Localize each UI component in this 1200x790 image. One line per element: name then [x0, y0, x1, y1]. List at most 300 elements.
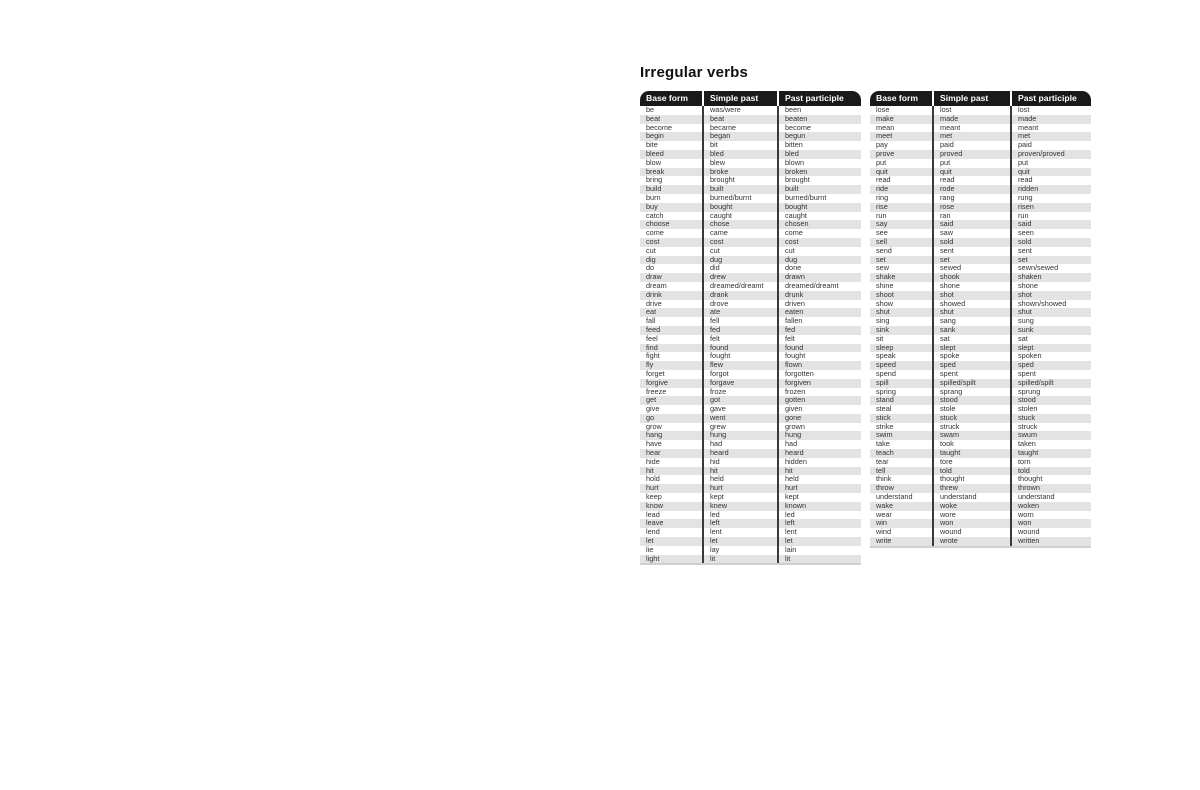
simple-past-cell: won — [933, 519, 1011, 528]
table-row — [640, 247, 861, 256]
table-row — [640, 124, 861, 133]
simple-past-cell: rang — [933, 194, 1011, 203]
irregular-verbs-table-right — [870, 91, 1091, 548]
simple-past-cell: chose — [703, 220, 778, 229]
simple-past-cell: cut — [703, 247, 778, 256]
base-form-cell: hurt — [640, 484, 703, 493]
past-participle-cell: won — [1011, 519, 1091, 528]
base-form-cell: lead — [640, 511, 703, 520]
base-form-cell: win — [870, 519, 933, 528]
simple-past-cell: understand — [933, 493, 1011, 502]
past-participle-cell: shut — [1011, 308, 1091, 317]
table-row — [640, 212, 861, 221]
simple-past-cell: proved — [933, 150, 1011, 159]
past-participle-cell: said — [1011, 220, 1091, 229]
table-row — [640, 238, 861, 247]
table-row — [870, 519, 1091, 528]
table-row — [870, 291, 1091, 300]
past-participle-cell: hung — [778, 431, 861, 440]
base-form-cell: spring — [870, 388, 933, 397]
simple-past-cell: lit — [703, 555, 778, 565]
base-form-cell: get — [640, 396, 703, 405]
base-form-cell: hang — [640, 431, 703, 440]
past-participle-cell: given — [778, 405, 861, 414]
base-form-cell: sit — [870, 335, 933, 344]
past-participle-cell: told — [1011, 467, 1091, 476]
past-participle-cell: seen — [1011, 229, 1091, 238]
table-row — [640, 185, 861, 194]
past-participle-cell: ridden — [1011, 185, 1091, 194]
table-row — [640, 484, 861, 493]
base-form-cell: lose — [870, 106, 933, 115]
base-form-cell: sew — [870, 264, 933, 273]
simple-past-cell: held — [703, 475, 778, 484]
base-form-cell: spend — [870, 370, 933, 379]
past-participle-cell: beaten — [778, 115, 861, 124]
base-form-cell: give — [640, 405, 703, 414]
simple-past-cell: knew — [703, 502, 778, 511]
table-row — [640, 168, 861, 177]
simple-past-cell: ate — [703, 308, 778, 317]
base-form-cell: find — [640, 344, 703, 353]
table-row — [870, 502, 1091, 511]
table-row — [870, 185, 1091, 194]
base-form-cell: tear — [870, 458, 933, 467]
simple-past-cell: lost — [933, 106, 1011, 115]
simple-past-cell: sat — [933, 335, 1011, 344]
table-row — [640, 511, 861, 520]
simple-past-cell: sprang — [933, 388, 1011, 397]
table-row — [870, 115, 1091, 124]
base-form-cell: grow — [640, 423, 703, 432]
table-row — [640, 264, 861, 273]
table-row — [640, 176, 861, 185]
base-form-cell: show — [870, 300, 933, 309]
past-participle-cell: bought — [778, 203, 861, 212]
table-row — [640, 537, 861, 546]
base-form-cell: wind — [870, 528, 933, 537]
simple-past-cell: went — [703, 414, 778, 423]
past-participle-cell: thrown — [1011, 484, 1091, 493]
simple-past-cell: stole — [933, 405, 1011, 414]
base-form-cell: sink — [870, 326, 933, 335]
table-row — [640, 423, 861, 432]
table-row — [640, 449, 861, 458]
simple-past-cell: sang — [933, 317, 1011, 326]
simple-past-cell: grew — [703, 423, 778, 432]
base-form-cell: throw — [870, 484, 933, 493]
header-base-form: Base form — [870, 91, 933, 106]
simple-past-cell: threw — [933, 484, 1011, 493]
base-form-cell: read — [870, 176, 933, 185]
simple-past-cell: gave — [703, 405, 778, 414]
simple-past-cell: bought — [703, 203, 778, 212]
simple-past-cell: built — [703, 185, 778, 194]
base-form-cell: drink — [640, 291, 703, 300]
past-participle-cell: set — [1011, 256, 1091, 265]
simple-past-cell: fought — [703, 352, 778, 361]
table-row — [640, 308, 861, 317]
base-form-cell: speak — [870, 352, 933, 361]
table-row — [640, 229, 861, 238]
table-row — [870, 335, 1091, 344]
base-form-cell: speed — [870, 361, 933, 370]
past-participle-cell: understand — [1011, 493, 1091, 502]
past-participle-cell: become — [778, 124, 861, 133]
base-form-cell: cost — [640, 238, 703, 247]
past-participle-cell: worn — [1011, 511, 1091, 520]
table-row — [870, 238, 1091, 247]
base-form-cell: hold — [640, 475, 703, 484]
simple-past-cell: showed — [933, 300, 1011, 309]
table-row — [640, 317, 861, 326]
past-participle-cell: let — [778, 537, 861, 546]
table-row — [870, 106, 1091, 115]
table-row — [870, 344, 1091, 353]
past-participle-cell: torn — [1011, 458, 1091, 467]
table-row — [870, 414, 1091, 423]
table-row — [870, 352, 1091, 361]
table-row — [870, 212, 1091, 221]
base-form-cell: understand — [870, 493, 933, 502]
simple-past-cell: sold — [933, 238, 1011, 247]
simple-past-cell: took — [933, 440, 1011, 449]
base-form-cell: lend — [640, 528, 703, 537]
page-title: Irregular verbs — [640, 64, 749, 81]
table-row — [870, 317, 1091, 326]
past-participle-cell: thought — [1011, 475, 1091, 484]
simple-past-cell: wore — [933, 511, 1011, 520]
base-form-cell: steal — [870, 405, 933, 414]
base-form-cell: stick — [870, 414, 933, 423]
table-row — [640, 273, 861, 282]
table-row — [870, 273, 1091, 282]
base-form-cell: know — [640, 502, 703, 511]
simple-past-cell: forgave — [703, 379, 778, 388]
past-participle-cell: broken — [778, 168, 861, 177]
simple-past-cell: put — [933, 159, 1011, 168]
base-form-cell: quit — [870, 168, 933, 177]
simple-past-cell: sped — [933, 361, 1011, 370]
past-participle-cell: cut — [778, 247, 861, 256]
past-participle-cell: bled — [778, 150, 861, 159]
base-form-cell: sing — [870, 317, 933, 326]
table-row — [870, 194, 1091, 203]
simple-past-cell: told — [933, 467, 1011, 476]
simple-past-cell: drove — [703, 300, 778, 309]
table-row — [870, 308, 1091, 317]
simple-past-cell: came — [703, 229, 778, 238]
base-form-cell: do — [640, 264, 703, 273]
simple-past-cell: blew — [703, 159, 778, 168]
past-participle-cell: bitten — [778, 141, 861, 150]
past-participle-cell: hidden — [778, 458, 861, 467]
past-participle-cell: heard — [778, 449, 861, 458]
base-form-cell: set — [870, 256, 933, 265]
simple-past-cell: spent — [933, 370, 1011, 379]
table-row — [870, 150, 1091, 159]
simple-past-cell: got — [703, 396, 778, 405]
header-simple-past: Simple past — [933, 91, 1011, 106]
simple-past-cell: spilled/spilt — [933, 379, 1011, 388]
simple-past-cell: paid — [933, 141, 1011, 150]
past-participle-cell: brought — [778, 176, 861, 185]
past-participle-cell: flown — [778, 361, 861, 370]
base-form-cell: eat — [640, 308, 703, 317]
base-form-cell: become — [640, 124, 703, 133]
past-participle-cell: kept — [778, 493, 861, 502]
past-participle-cell: blown — [778, 159, 861, 168]
table-row — [640, 326, 861, 335]
simple-past-cell: said — [933, 220, 1011, 229]
simple-past-cell: thought — [933, 475, 1011, 484]
table-row — [640, 493, 861, 502]
table-row — [640, 220, 861, 229]
table-row — [640, 141, 861, 150]
simple-past-cell: froze — [703, 388, 778, 397]
base-form-cell: choose — [640, 220, 703, 229]
base-form-cell: spill — [870, 379, 933, 388]
simple-past-cell: woke — [933, 502, 1011, 511]
table-row — [870, 511, 1091, 520]
past-participle-cell: come — [778, 229, 861, 238]
past-participle-cell: cost — [778, 238, 861, 247]
simple-past-cell: sent — [933, 247, 1011, 256]
past-participle-cell: burned/burnt — [778, 194, 861, 203]
table-row — [640, 344, 861, 353]
base-form-cell: feel — [640, 335, 703, 344]
table-row — [870, 229, 1091, 238]
simple-past-cell: swam — [933, 431, 1011, 440]
past-participle-cell: forgotten — [778, 370, 861, 379]
base-form-cell: forgive — [640, 379, 703, 388]
table-row — [870, 168, 1091, 177]
past-participle-cell: forgiven — [778, 379, 861, 388]
table-row — [870, 475, 1091, 484]
simple-past-cell: met — [933, 132, 1011, 141]
past-participle-cell: frozen — [778, 388, 861, 397]
table-row — [870, 124, 1091, 133]
past-participle-cell: driven — [778, 300, 861, 309]
base-form-cell: ring — [870, 194, 933, 203]
past-participle-cell: led — [778, 511, 861, 520]
past-participle-cell: sped — [1011, 361, 1091, 370]
past-participle-cell: hit — [778, 467, 861, 476]
past-participle-cell: grown — [778, 423, 861, 432]
simple-past-cell: dug — [703, 256, 778, 265]
simple-past-cell: left — [703, 519, 778, 528]
simple-past-cell: forgot — [703, 370, 778, 379]
past-participle-cell: hurt — [778, 484, 861, 493]
past-participle-cell: dug — [778, 256, 861, 265]
simple-past-cell: quit — [933, 168, 1011, 177]
base-form-cell: catch — [640, 212, 703, 221]
table-row — [640, 159, 861, 168]
base-form-cell: shine — [870, 282, 933, 291]
base-form-cell: bring — [640, 176, 703, 185]
simple-past-cell: heard — [703, 449, 778, 458]
base-form-cell: build — [640, 185, 703, 194]
simple-past-cell: burned/burnt — [703, 194, 778, 203]
table-row — [640, 414, 861, 423]
table-row — [870, 484, 1091, 493]
simple-past-cell: saw — [933, 229, 1011, 238]
simple-past-cell: did — [703, 264, 778, 273]
table-row — [870, 300, 1091, 309]
past-participle-cell: stood — [1011, 396, 1091, 405]
simple-past-cell: hit — [703, 467, 778, 476]
table-row — [640, 405, 861, 414]
table-row — [640, 388, 861, 397]
base-form-cell: write — [870, 537, 933, 547]
simple-past-cell: beat — [703, 115, 778, 124]
base-form-cell: sell — [870, 238, 933, 247]
base-form-cell: fight — [640, 352, 703, 361]
past-participle-cell: fed — [778, 326, 861, 335]
base-form-cell: say — [870, 220, 933, 229]
simple-past-cell: rose — [933, 203, 1011, 212]
past-participle-cell: taken — [1011, 440, 1091, 449]
base-form-cell: put — [870, 159, 933, 168]
base-form-cell: lie — [640, 546, 703, 555]
base-form-cell: buy — [640, 203, 703, 212]
simple-past-cell: hung — [703, 431, 778, 440]
base-form-cell: meet — [870, 132, 933, 141]
past-participle-cell: sewn/sewed — [1011, 264, 1091, 273]
simple-past-cell: shot — [933, 291, 1011, 300]
past-participle-cell: felt — [778, 335, 861, 344]
simple-past-cell: read — [933, 176, 1011, 185]
past-participle-cell: woken — [1011, 502, 1091, 511]
past-participle-cell: wound — [1011, 528, 1091, 537]
table-row — [870, 405, 1091, 414]
simple-past-cell: made — [933, 115, 1011, 124]
past-participle-cell: eaten — [778, 308, 861, 317]
base-form-cell: teach — [870, 449, 933, 458]
past-participle-cell: held — [778, 475, 861, 484]
past-participle-cell: proven/proved — [1011, 150, 1091, 159]
base-form-cell: dream — [640, 282, 703, 291]
table-row — [870, 396, 1091, 405]
simple-past-cell: sank — [933, 326, 1011, 335]
base-form-cell: prove — [870, 150, 933, 159]
past-participle-cell: written — [1011, 537, 1091, 547]
simple-past-cell: struck — [933, 423, 1011, 432]
past-participle-cell: known — [778, 502, 861, 511]
table-row — [870, 141, 1091, 150]
base-form-cell: let — [640, 537, 703, 546]
table-row — [640, 379, 861, 388]
past-participle-cell: quit — [1011, 168, 1091, 177]
simple-past-cell: kept — [703, 493, 778, 502]
base-form-cell: forget — [640, 370, 703, 379]
past-participle-cell: fought — [778, 352, 861, 361]
simple-past-cell: hurt — [703, 484, 778, 493]
table-header-row — [870, 91, 1091, 106]
simple-past-cell: wound — [933, 528, 1011, 537]
table-row — [870, 467, 1091, 476]
base-form-cell: draw — [640, 273, 703, 282]
simple-past-cell: shook — [933, 273, 1011, 282]
table-row — [640, 396, 861, 405]
past-participle-cell: sent — [1011, 247, 1091, 256]
table-row — [640, 282, 861, 291]
base-form-cell: leave — [640, 519, 703, 528]
base-form-cell: light — [640, 555, 703, 565]
simple-past-cell: rode — [933, 185, 1011, 194]
past-participle-cell: left — [778, 519, 861, 528]
past-participle-cell: run — [1011, 212, 1091, 221]
base-form-cell: sleep — [870, 344, 933, 353]
simple-past-cell: taught — [933, 449, 1011, 458]
table-row — [640, 458, 861, 467]
table-row — [640, 256, 861, 265]
past-participle-cell: sprung — [1011, 388, 1091, 397]
table-row — [870, 282, 1091, 291]
simple-past-cell: dreamed/dreamt — [703, 282, 778, 291]
table-row — [640, 528, 861, 537]
table-row — [870, 264, 1091, 273]
header-simple-past: Simple past — [703, 91, 778, 106]
past-participle-cell: been — [778, 106, 861, 115]
base-form-cell: see — [870, 229, 933, 238]
table-row — [870, 537, 1091, 547]
simple-past-cell: fell — [703, 317, 778, 326]
simple-past-cell: shone — [933, 282, 1011, 291]
simple-past-cell: stood — [933, 396, 1011, 405]
table-row — [640, 300, 861, 309]
table-row — [870, 159, 1091, 168]
past-participle-cell: built — [778, 185, 861, 194]
past-participle-cell: drawn — [778, 273, 861, 282]
past-participle-cell: lost — [1011, 106, 1091, 115]
simple-past-cell: hid — [703, 458, 778, 467]
base-form-cell: shut — [870, 308, 933, 317]
base-form-cell: rise — [870, 203, 933, 212]
past-participle-cell: sung — [1011, 317, 1091, 326]
simple-past-cell: slept — [933, 344, 1011, 353]
base-form-cell: beat — [640, 115, 703, 124]
simple-past-cell: found — [703, 344, 778, 353]
header-past-participle: Past participle — [778, 91, 861, 106]
base-form-cell: shoot — [870, 291, 933, 300]
table-row — [870, 326, 1091, 335]
past-participle-cell: lent — [778, 528, 861, 537]
table-row — [870, 423, 1091, 432]
base-form-cell: hide — [640, 458, 703, 467]
table-row — [640, 519, 861, 528]
past-participle-cell: rung — [1011, 194, 1091, 203]
simple-past-cell: tore — [933, 458, 1011, 467]
base-form-cell: freeze — [640, 388, 703, 397]
past-participle-cell: sunk — [1011, 326, 1091, 335]
base-form-cell: cut — [640, 247, 703, 256]
irregular-verbs-table-left — [640, 91, 861, 565]
simple-past-cell: became — [703, 124, 778, 133]
past-participle-cell: risen — [1011, 203, 1091, 212]
table-row — [640, 335, 861, 344]
past-participle-cell: spilled/spilt — [1011, 379, 1091, 388]
base-form-cell: blow — [640, 159, 703, 168]
past-participle-cell: meant — [1011, 124, 1091, 133]
base-form-cell: come — [640, 229, 703, 238]
simple-past-cell: was/were — [703, 106, 778, 115]
simple-past-cell: flew — [703, 361, 778, 370]
simple-past-cell: let — [703, 537, 778, 546]
base-form-cell: bleed — [640, 150, 703, 159]
base-form-cell: stand — [870, 396, 933, 405]
table-row — [640, 106, 861, 115]
